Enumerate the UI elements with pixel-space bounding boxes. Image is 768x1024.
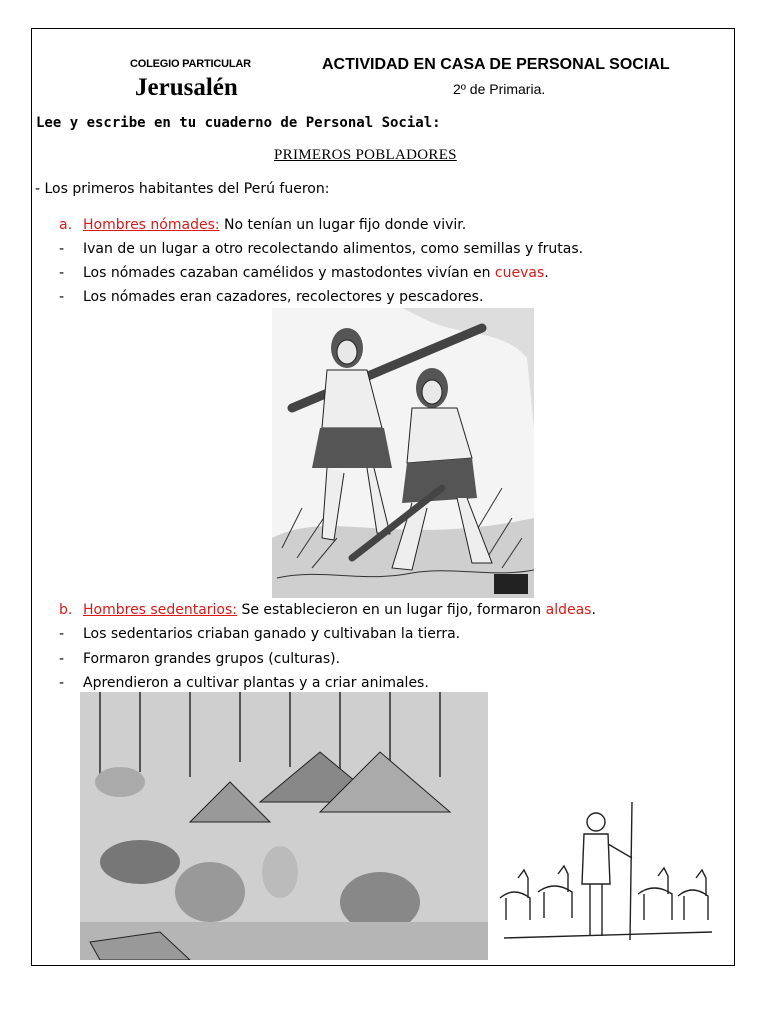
topic-title: PRIMEROS POBLADORES bbox=[274, 147, 457, 163]
list-item bbox=[59, 651, 340, 667]
list-item bbox=[59, 289, 483, 305]
activity-title: ACTIVIDAD EN CASA DE PERSONAL SOCIAL bbox=[322, 56, 670, 73]
school-name: Jerusalén bbox=[135, 74, 238, 101]
section-b-heading bbox=[59, 602, 596, 618]
bullet-marker: - bbox=[59, 675, 65, 691]
nomadic-hunters-illustration bbox=[272, 308, 534, 598]
section-b-term: Hombres sedentarios: bbox=[83, 602, 237, 618]
highlight-aldeas: aldeas bbox=[545, 602, 592, 618]
section-a-definition: No tenían un lugar fijo donde vivir. bbox=[219, 217, 467, 233]
section-a-marker: a. bbox=[59, 217, 73, 233]
highlight-cuevas: cuevas bbox=[494, 265, 545, 281]
bullet-marker: - bbox=[59, 241, 65, 257]
list-item bbox=[59, 626, 460, 642]
period: . bbox=[591, 602, 596, 618]
section-b-definition: Se establecieron en un lugar fijo, formaron bbox=[237, 602, 546, 618]
section-a-bullet-1: Ivan de un lugar a otro recolectando alimentos, como semillas y frutas. bbox=[83, 241, 584, 257]
section-b-bullet-3: Aprendieron a cultivar plantas y a criar animales. bbox=[83, 675, 429, 691]
section-a-bullet-3: Los nómades eran cazadores, recolectores y pescadores. bbox=[83, 289, 484, 305]
grade-label: 2º de Primaria. bbox=[453, 81, 546, 97]
intro-text: - Los primeros habitantes del Perú fueron: bbox=[35, 181, 330, 197]
bullet-marker: - bbox=[59, 651, 65, 667]
school-label: COLEGIO PARTICULAR bbox=[130, 58, 251, 70]
period: . bbox=[544, 265, 549, 281]
bullet-marker: - bbox=[59, 289, 65, 305]
village-scene-illustration bbox=[80, 692, 488, 960]
shepherd-llamas-illustration bbox=[498, 800, 720, 948]
section-a-heading bbox=[59, 217, 466, 233]
list-item bbox=[59, 675, 429, 691]
list-item bbox=[59, 241, 583, 257]
instruction: Lee y escribe en tu cuaderno de Personal Social: bbox=[36, 115, 441, 131]
bullet-marker: - bbox=[59, 265, 65, 281]
bullet-marker: - bbox=[59, 626, 65, 642]
section-b-bullet-1: Los sedentarios criaban ganado y cultivaban la tierra. bbox=[83, 626, 461, 642]
list-item bbox=[59, 265, 549, 281]
section-b-marker: b. bbox=[59, 602, 73, 618]
section-a-bullet-2: Los nómades cazaban camélidos y mastodontes vivían en bbox=[83, 265, 495, 281]
section-b-bullet-2: Formaron grandes grupos (culturas). bbox=[83, 651, 341, 667]
section-a-term: Hombres nómades: bbox=[83, 217, 220, 233]
